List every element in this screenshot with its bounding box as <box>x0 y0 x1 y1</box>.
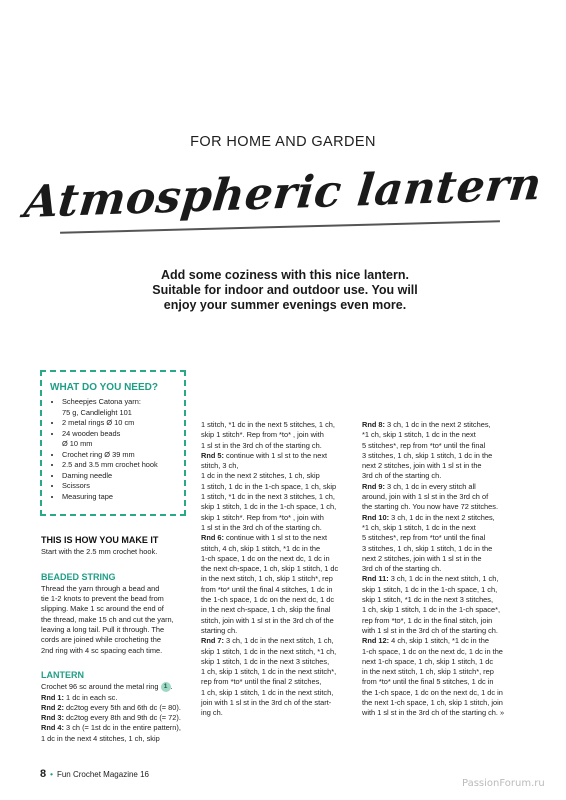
text-line <box>362 502 522 512</box>
text-line: the thread, make 15 ch and cut the yarn, <box>41 614 174 624</box>
intro-line: enjoy your summer evenings even more. <box>163 298 407 312</box>
round-text: continue with 1 sl st to the next <box>224 533 328 543</box>
round-text: 1-ch space, 1 dc on the next dc, 1 dc in the <box>362 646 503 656</box>
text-line <box>362 667 522 677</box>
text-line <box>362 492 522 502</box>
text-line: slipping. Make 1 sc around the end of <box>41 604 164 614</box>
text-line <box>201 471 356 481</box>
round-text: 3rd ch of the starting ch. <box>362 471 442 481</box>
text-line <box>201 616 356 626</box>
round-text: 1 dc in each sc. <box>64 692 118 702</box>
round-label: Rnd 1: <box>41 692 64 702</box>
list-item: • Crochet ring Ø 39 mm <box>62 450 176 461</box>
materials-heading: WHAT DO YOU NEED? <box>50 382 158 393</box>
round-line <box>362 482 522 492</box>
text-line <box>201 502 356 512</box>
text-line <box>362 616 522 626</box>
list-item: • Darning needle <box>62 471 176 482</box>
round-text: skip 1 stitch, *1 dc in the next 3 stitches, <box>362 595 494 605</box>
text-line <box>362 647 522 657</box>
round-text: stitch, 3 ch, <box>201 461 239 471</box>
round-text: 3 ch, 1 dc in the next stitch, 1 ch, <box>224 636 334 646</box>
round-text: with 1 sl st in the 3rd ch of the starting ch. » <box>362 708 505 718</box>
text-line <box>201 626 356 636</box>
text-line <box>362 626 522 636</box>
round-text: from *to* until the final 4 stitches, 1 dc in <box>201 584 333 594</box>
round-text: skip 1 stitch, 1 dc in the 1-ch space, 1 ch, <box>201 502 337 512</box>
text-line: Crochet 96 sc around the metal ring 1 . <box>41 682 173 692</box>
how-text: Start with the 2.5 mm crochet hook. <box>41 547 158 557</box>
round-text: join with 1 sl st in the 3rd ch of the start- <box>201 698 332 708</box>
materials-box <box>40 370 186 516</box>
list-item: • 2.5 and 3.5 mm crochet hook <box>62 460 176 471</box>
round-line <box>41 703 191 713</box>
intro-line: Add some coziness with this nice lantern. <box>161 268 409 282</box>
lantern-line-text: Crochet 96 sc around the metal ring <box>41 682 159 692</box>
round-text: dc2tog every 5th and 6th dc (= 80). <box>64 702 181 712</box>
list-item <box>62 429 176 450</box>
round-text: the next 1-ch space, 1 ch, skip 1 stitch, join <box>362 698 503 708</box>
text-line: 2nd ring with 4 sc spacing each time. <box>41 645 163 655</box>
round-text: 1 stitch, 1 dc in the 1-ch space, 1 ch, skip <box>201 481 337 491</box>
round-text: in the next ch-space, 1 ch, skip the final <box>201 605 331 615</box>
round-label: Rnd 3: <box>41 713 64 723</box>
round-text: 1 stitch, *1 dc in the next 5 stitches, 1 ch, <box>201 420 335 429</box>
list-item-text: 24 wooden beads <box>62 428 121 438</box>
text-line <box>362 471 522 481</box>
text-line <box>201 544 356 554</box>
round-line <box>201 533 356 543</box>
lantern-heading: LANTERN <box>41 669 84 680</box>
text-line <box>201 585 356 595</box>
round-text: 4 ch, skip 1 stitch, *1 dc in the <box>389 636 489 646</box>
list-item: • 2 metal rings Ø 10 cm <box>62 418 176 429</box>
round-text: 3 ch, 1 dc in every stitch all <box>385 481 476 491</box>
round-text: next 2 stitches, join with 1 sl st in the <box>362 553 482 563</box>
beaded-string-heading: BEADED STRING <box>41 571 116 582</box>
round-text: 3 ch, 1 dc in the next stitch, 1 ch, <box>388 574 499 584</box>
text-line: leaving a long tail. Pull it through. The <box>41 625 165 635</box>
magazine-name: Fun Crochet Magazine 16 <box>56 770 149 779</box>
round-text: 5 stitches*, rep from *to* until the final <box>362 440 486 450</box>
round-line <box>201 636 356 646</box>
round-text: ing ch. <box>201 708 223 718</box>
intro-paragraph <box>140 268 430 313</box>
round-label: Rnd 2: <box>41 702 64 712</box>
round-text: skip 1 stitch, 1 dc in the next stitch, *1 ch, <box>201 646 337 656</box>
round-label: Rnd 7: <box>201 636 224 646</box>
round-label: Rnd 6: <box>201 533 224 543</box>
list-item-subtext: Ø 10 mm <box>62 439 93 448</box>
list-item <box>62 397 176 418</box>
text-line <box>201 667 356 677</box>
column-3 <box>362 420 522 719</box>
round-text: around, join with 1 sl st in the 3rd ch of <box>362 492 489 502</box>
round-text: 5 stitches*, rep from *to* until the final <box>362 533 486 543</box>
text-line <box>201 708 356 718</box>
text-line <box>362 544 522 554</box>
text-line <box>362 708 522 718</box>
text-line <box>201 657 356 667</box>
round-text: next 2 stitches, join with 1 sl st in the <box>362 461 482 471</box>
round-text: continue with 1 sl st to the next <box>224 450 328 460</box>
intro-line: Suitable for indoor and outdoor use. You will <box>152 283 418 297</box>
text-line <box>201 605 356 615</box>
round-label: Rnd 4: <box>41 723 64 733</box>
text-line <box>362 605 522 615</box>
round-text: 1 ch, skip 1 stitch, 1 dc in the 1-ch space*, <box>362 605 501 615</box>
round-line <box>41 693 191 703</box>
text-line <box>362 677 522 687</box>
text-line <box>362 564 522 574</box>
round-text: with 1 sl st in the 3rd ch of the starting ch. <box>362 625 498 635</box>
text-line <box>362 688 522 698</box>
round-text: 1 sl st in the 3rd ch of the starting ch. <box>201 440 322 450</box>
list-item: • Measuring tape <box>62 492 176 503</box>
text-line <box>201 554 356 564</box>
text-line <box>362 585 522 595</box>
text-line <box>201 430 356 440</box>
round-text: *1 ch, skip 1 stitch, 1 dc in the next <box>362 522 476 532</box>
round-text: 1 dc in the next 2 stitches, 1 ch, skip <box>201 471 320 481</box>
section-label: FOR HOME AND GARDEN <box>190 134 376 150</box>
round-text: in the next stitch, 1 ch, skip 1 stitch*, rep <box>201 574 333 584</box>
list-item-subtext: 75 g, Candlelight 101 <box>62 407 132 417</box>
round-text: starting ch. <box>201 625 238 635</box>
text-line: 1 dc in the next 4 stitches, 1 ch, skip <box>41 733 160 743</box>
round-text: the starting ch. You now have 72 stitches. <box>362 502 498 512</box>
round-text: 1 ch, skip 1 stitch, 1 dc in the next stitch, <box>201 687 334 697</box>
round-text: 3rd ch of the starting ch. <box>362 564 442 574</box>
text-line <box>362 430 522 440</box>
how-heading: THIS IS HOW YOU MAKE IT <box>41 535 159 545</box>
round-line <box>41 713 191 723</box>
text-line: tie 1-2 knots to prevent the bead from <box>41 594 164 604</box>
text-line <box>362 595 522 605</box>
round-label: Rnd 11: <box>362 574 389 584</box>
round-label: Rnd 12: <box>362 636 390 646</box>
round-line <box>362 420 522 430</box>
text-line <box>201 492 356 502</box>
text-line <box>362 461 522 471</box>
round-label: Rnd 9: <box>362 481 385 491</box>
round-text: 3 ch, 1 dc in the next 2 stitches, <box>385 420 491 429</box>
round-text: 1 ch, skip 1 stitch, 1 dc in the next stitch*, <box>201 667 337 677</box>
round-label: Rnd 8: <box>362 420 385 429</box>
round-text: 1 sl st in the 3rd ch of the starting ch. <box>201 522 322 532</box>
round-text: skip 1 stitch*. Rep from *to* , join with <box>201 512 324 522</box>
round-text: rep from *to* until the final 2 stitches, <box>201 677 322 687</box>
text-line <box>362 554 522 564</box>
text-line: cords are joined while crocheting the <box>41 635 161 645</box>
round-text: rep from *to*, 1 dc in the final stitch, join <box>362 615 493 625</box>
page-title: Atmospheric lantern <box>21 158 545 229</box>
text-line <box>362 657 522 667</box>
round-text: next 1-ch space, 1 ch, skip 1 stitch, 1 dc <box>362 656 494 666</box>
round-line <box>41 723 191 733</box>
text-line <box>362 441 522 451</box>
round-text: 3 stitches, 1 ch, skip 1 stitch, 1 dc in the <box>362 450 493 460</box>
text-line <box>362 698 522 708</box>
round-line <box>362 574 522 584</box>
round-text: skip 1 stitch, 1 dc in the 1-ch space, 1 ch, <box>362 584 498 594</box>
round-text: 3 ch (= 1st dc in the entire pattern), <box>64 723 181 733</box>
list-item: • Scissors <box>62 481 176 492</box>
text-line <box>201 688 356 698</box>
page-footer <box>40 768 149 780</box>
round-text: 3 stitches, 1 ch, skip 1 stitch, 1 dc in the <box>362 543 493 553</box>
text-line <box>201 482 356 492</box>
round-text: skip 1 stitch*. Rep from *to* , join with <box>201 430 324 440</box>
text-line <box>201 513 356 523</box>
text-line <box>362 523 522 533</box>
materials-list <box>50 397 176 502</box>
round-text: stitch, join with 1 sl st in the 3rd ch of the <box>201 615 334 625</box>
text-line <box>201 564 356 574</box>
text-line <box>362 533 522 543</box>
round-text: in the next stitch, 1 ch, skip 1 stitch*, rep <box>362 667 494 677</box>
round-text: 1 stitch, *1 dc in the next 3 stitches, 1 ch, <box>201 492 335 502</box>
round-text: skip 1 stitch, 1 dc in the next 3 stitches, <box>201 656 330 666</box>
text-line <box>201 595 356 605</box>
round-text: the 1-ch space, 1 dc on the next dc, 1 dc in <box>362 687 503 697</box>
text-line <box>362 451 522 461</box>
round-text: 1-ch space, 1 dc on the next dc, 1 dc in <box>201 553 330 563</box>
text-line <box>201 647 356 657</box>
column-2 <box>201 420 356 719</box>
text-line <box>201 698 356 708</box>
round-text: stitch, 4 ch, skip 1 stitch, *1 dc in the <box>201 543 321 553</box>
round-text: *1 ch, skip 1 stitch, 1 dc in the next <box>362 430 476 440</box>
text-line <box>201 523 356 533</box>
text-line <box>201 574 356 584</box>
step-badge: 1 <box>161 682 171 692</box>
round-text: from *to* until the final 5 stitches, 1 dc in <box>362 677 494 687</box>
text-line <box>201 420 356 430</box>
round-line <box>362 636 522 646</box>
separator-dot: • <box>50 770 53 779</box>
page-number: 8 <box>40 768 47 780</box>
list-item-text: Scheepjes Catona yarn: <box>62 397 141 406</box>
round-label: Rnd 10: <box>362 512 390 522</box>
round-line <box>201 451 356 461</box>
text-line: Thread the yarn through a bead and <box>41 583 160 593</box>
round-text: the next ch-space, 1 ch, skip 1 stitch, 1 dc <box>201 564 339 574</box>
text-line <box>201 461 356 471</box>
column-1 <box>41 535 191 744</box>
round-text: the 1-ch space, 1 dc on the next dc, 1 dc <box>201 595 335 605</box>
round-text: dc2tog every 8th and 9th dc (= 72). <box>64 713 181 723</box>
watermark: PassionForum.ru <box>462 778 545 789</box>
round-text: 3 ch, 1 dc in the next 2 stitches, <box>389 512 495 522</box>
text-line <box>201 677 356 687</box>
round-label: Rnd 5: <box>201 450 224 460</box>
text-line <box>201 441 356 451</box>
round-line <box>362 513 522 523</box>
